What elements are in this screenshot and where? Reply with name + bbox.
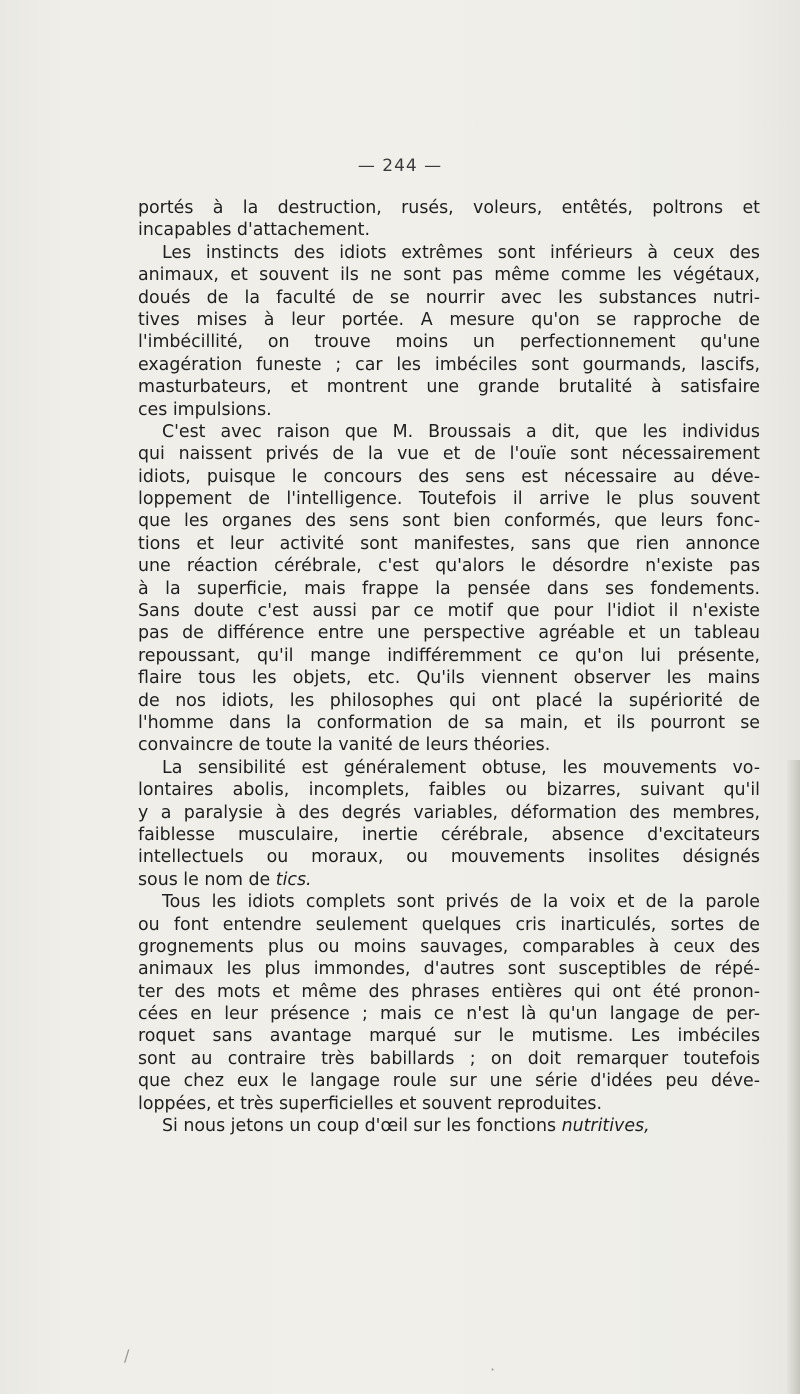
text-line: [138, 757, 760, 779]
text-line: [138, 219, 760, 241]
text-line-content: ou font entendre seulement quelques cris inarticulés, sortes de: [138, 914, 760, 935]
text-line: [138, 376, 760, 398]
page-number: — 244 —: [357, 156, 443, 176]
text-line: [138, 600, 760, 622]
text-line-content: convaincre de toute la vanité de leurs théories.: [138, 735, 551, 756]
text-line: [138, 354, 760, 376]
text-line: [138, 690, 760, 712]
text-line: [138, 1115, 760, 1137]
text-line: [138, 869, 760, 891]
text-line-content: ter des mots et même des phrases entières qui ont été pronon-: [138, 981, 760, 1002]
text-line-content: animaux les plus immondes, d'autres sont susceptibles de répé-: [138, 959, 760, 980]
text-line-content: masturbateurs, et montrent une grande brutalité à satisfaire: [138, 377, 760, 398]
text-line: [138, 1093, 760, 1115]
text-line-content: Tous les idiots complets sont privés de la voix et de la parole: [162, 892, 760, 913]
text-line-content: l'homme dans la conformation de sa main, et ils pourront se: [138, 712, 760, 733]
text-line: [138, 264, 760, 286]
text-line-content: intellectuels ou moraux, ou mouvements insolites désignés: [138, 847, 760, 868]
body-text: [138, 197, 760, 1137]
text-line: [138, 421, 760, 443]
text-line-content: Les instincts des idiots extrêmes sont inférieurs à ceux des: [162, 242, 760, 263]
text-line-content: idiots, puisque le concours des sens est nécessaire au déve-: [138, 466, 760, 487]
text-line: [138, 287, 760, 309]
text-line-content: loppées, et très superficielles et souvent reproduites.: [138, 1093, 602, 1114]
text-line-content: tions et leur activité sont manifestes, sans que rien annonce: [138, 533, 760, 554]
text-line: [138, 779, 760, 801]
text-line: [138, 712, 760, 734]
text-line-content: que chez eux le langage roule sur une série d'idées peu déve-: [138, 1071, 760, 1092]
text-line-content: C'est avec raison que M. Broussais a dit, que les individus: [162, 421, 760, 442]
text-line: [138, 1025, 760, 1047]
text-line: [138, 622, 760, 644]
text-line-content: cées en leur présence ; mais ce n'est là qu'un langage de per-: [138, 1004, 760, 1025]
text-line-content: qui naissent privés de la vue et de l'ouïe sont nécessairement: [138, 444, 760, 465]
text-line-content: incapables d'attachement.: [138, 220, 370, 241]
text-line: [138, 578, 760, 600]
text-line: [138, 1070, 760, 1092]
text-line-content: pas de différence entre une perspective agréable et un tableau: [138, 623, 760, 644]
page-edge-shadow: [786, 760, 800, 1394]
text-line-content: La sensibilité est généralement obtuse, les mouvements vo-: [162, 757, 760, 778]
text-line-content: lontaires abolis, incomplets, faibles ou bizarres, suivant qu'il: [138, 780, 760, 801]
text-line-content: tives mises à leur portée. A mesure qu'on se rapproche de: [138, 309, 760, 330]
text-line: [138, 1003, 760, 1025]
text-line-content: animaux, et souvent ils ne sont pas même comme les végétaux,: [138, 265, 760, 286]
text-line: [138, 242, 760, 264]
text-line: [138, 981, 760, 1003]
text-line: [138, 309, 760, 331]
text-line: [138, 802, 760, 824]
text-line-content: que les organes des sens sont bien conformés, que leurs fonc-: [138, 511, 760, 532]
text-line-content: l'imbécillité, on trouve moins un perfectionnement qu'une: [138, 332, 760, 353]
text-line-content: portés à la destruction, rusés, voleurs, entêtés, poltrons et: [138, 198, 760, 218]
text-line-content: flaire tous les objets, etc. Qu'ils viennent observer les mains: [138, 668, 760, 689]
text-line-content: à la superficie, mais frappe la pensée dans ses fondements.: [138, 578, 760, 599]
text-line-content: grognements plus ou moins sauvages, comparables à ceux des: [138, 936, 760, 957]
text-line-content: exagération funeste ; car les imbéciles sont gourmands, lascifs,: [138, 354, 760, 375]
scan-speck: ·: [490, 1360, 496, 1379]
italic-term: tics.: [275, 869, 312, 890]
text-line: [138, 533, 760, 555]
text-line-content: loppement de l'intelligence. Toutefois il arrive le plus souvent: [138, 489, 760, 510]
text-line-content: une réaction cérébrale, c'est qu'alors le désordre n'existe pas: [138, 556, 760, 577]
text-line: [138, 555, 760, 577]
text-line: [138, 914, 760, 936]
text-line-content: roquet sans avantage marqué sur le mutisme. Les imbéciles: [138, 1026, 760, 1047]
scan-speck: /: [124, 1346, 130, 1365]
text-line-content: y a paralysie à des degrés variables, déformation des membres,: [138, 802, 760, 823]
text-line: [138, 331, 760, 353]
text-line-content: de nos idiots, les philosophes qui ont placé la supériorité de: [138, 690, 760, 711]
text-line-content: faiblesse musculaire, inertie cérébrale, absence d'excitateurs: [138, 824, 760, 845]
text-line: [138, 734, 760, 756]
text-line: [138, 1048, 760, 1070]
text-line-content: sont au contraire très babillards ; on doit remarquer toutefois: [138, 1048, 760, 1069]
text-line: [138, 891, 760, 913]
text-line-content: Si nous jetons un coup d'œil sur les fonctions: [162, 1116, 562, 1137]
text-line: [138, 667, 760, 689]
text-line: [138, 443, 760, 465]
text-line-content: repoussant, qu'il mange indifféremment ce qu'on lui présente,: [138, 645, 760, 666]
text-line: [138, 197, 760, 219]
italic-term: nutritives,: [561, 1116, 650, 1137]
text-line: [138, 399, 760, 421]
text-line: [138, 846, 760, 868]
text-line: [138, 958, 760, 980]
text-line: [138, 488, 760, 510]
text-line-content: doués de la faculté de se nourrir avec les substances nutri-: [138, 287, 760, 308]
text-line: [138, 936, 760, 958]
text-line: [138, 824, 760, 846]
text-line-content: Sans doute c'est aussi par ce motif que pour l'idiot il n'existe: [138, 601, 760, 622]
text-line-content: ces impulsions.: [138, 399, 272, 420]
text-line: [138, 645, 760, 667]
text-line: [138, 510, 760, 532]
text-line-content: sous le nom de: [138, 869, 276, 890]
text-line: [138, 466, 760, 488]
